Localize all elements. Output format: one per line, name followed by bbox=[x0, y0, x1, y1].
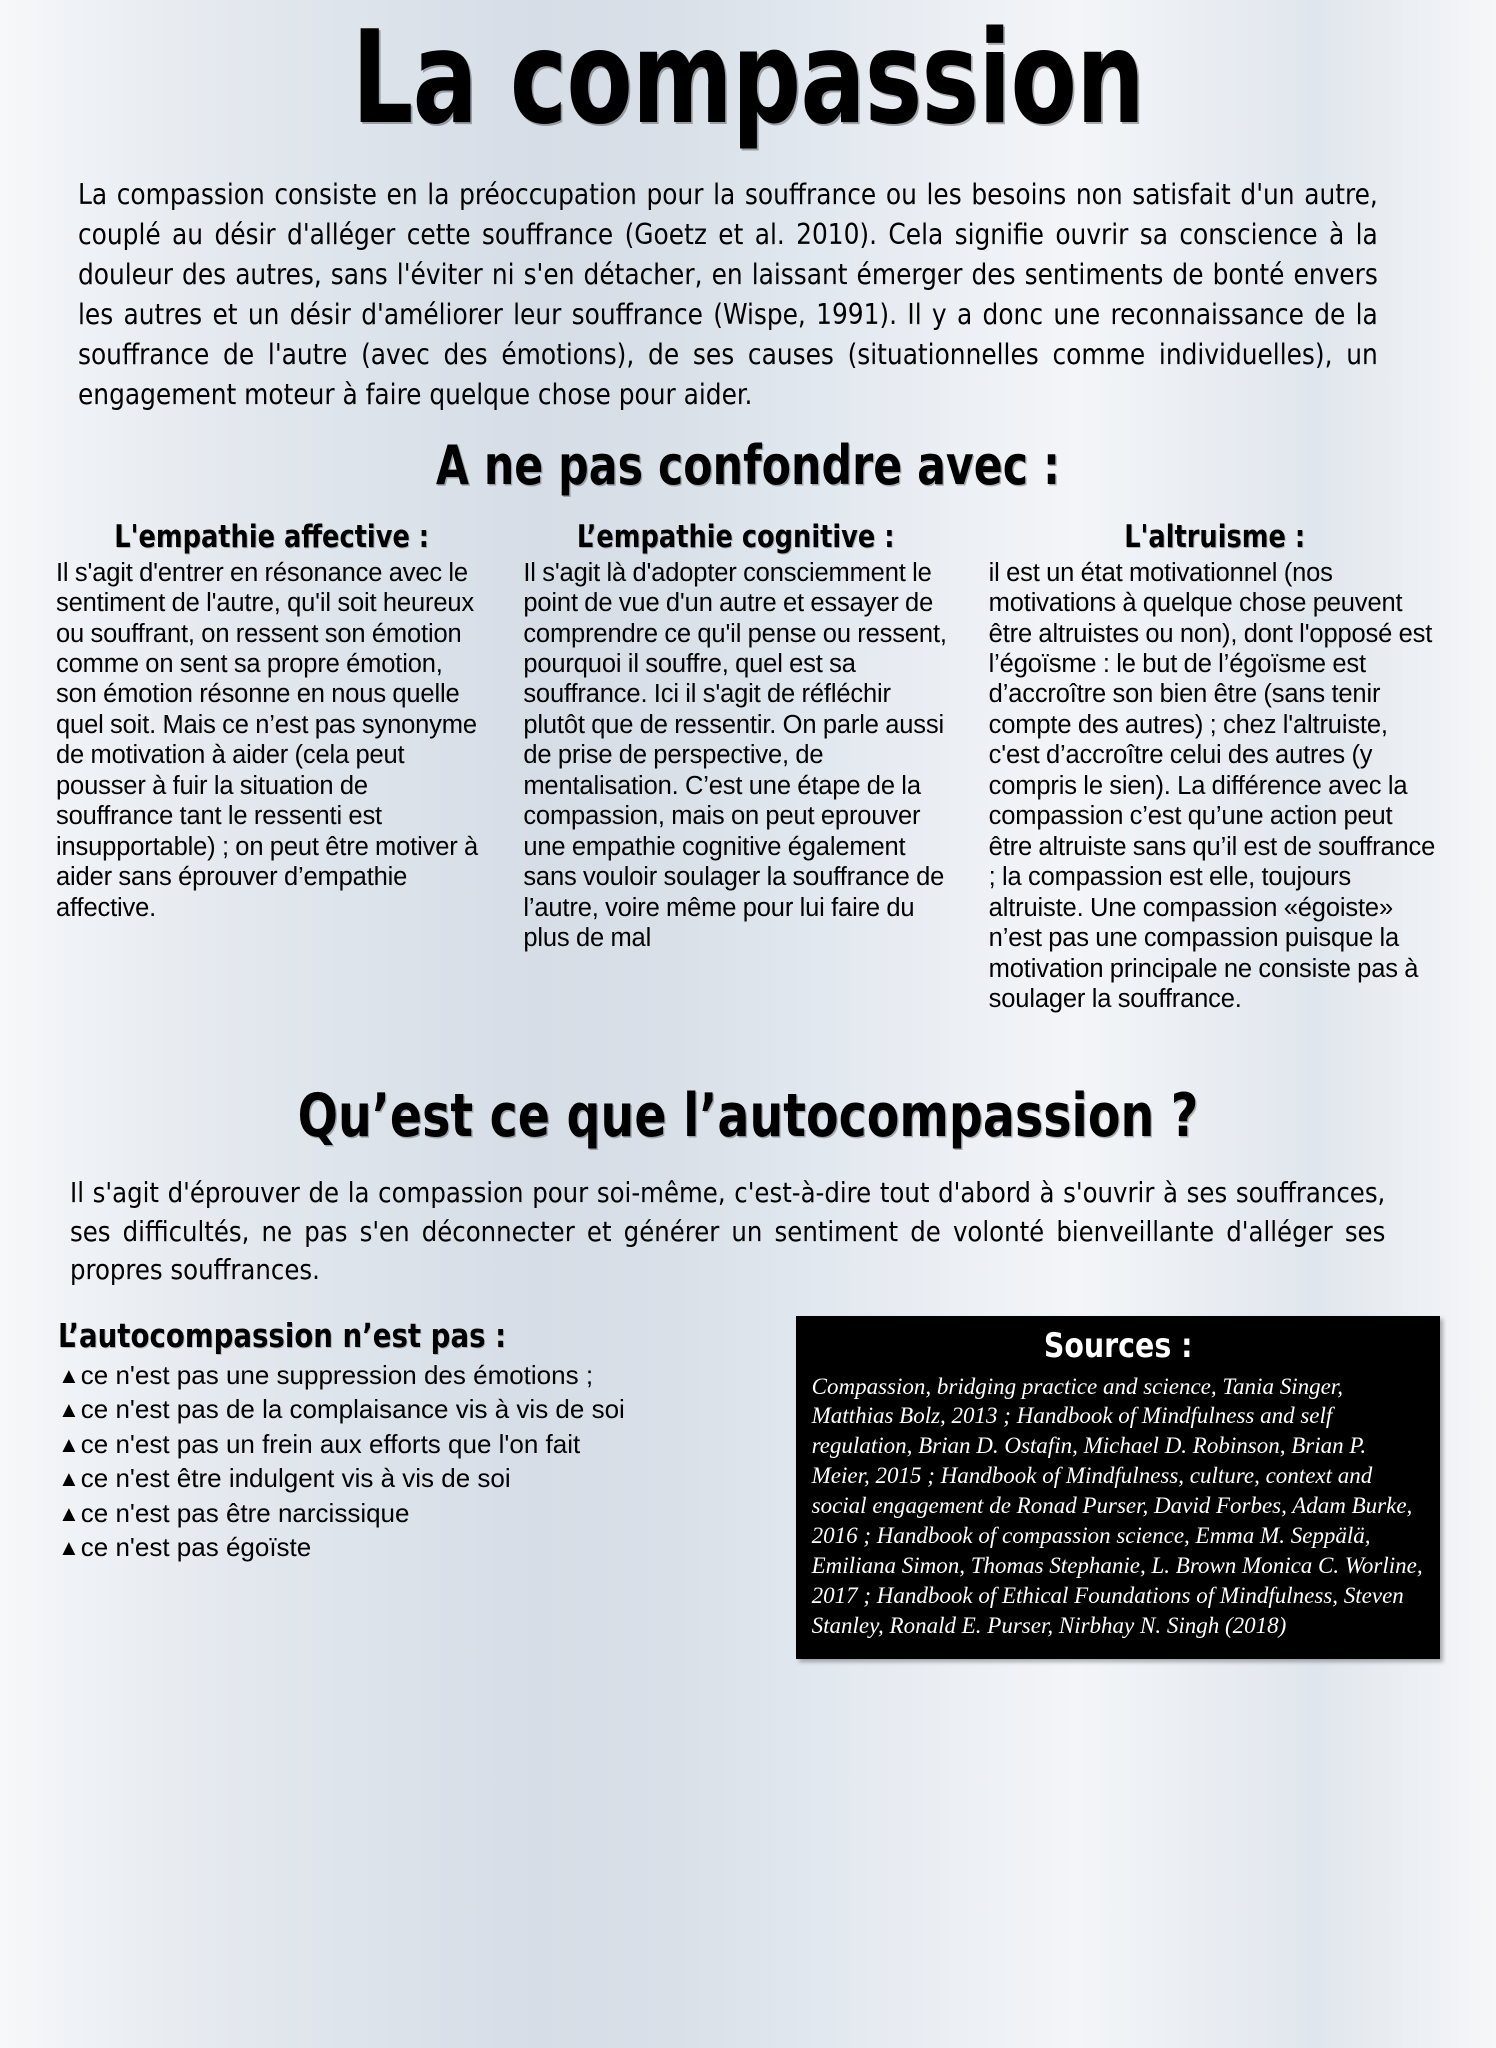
triangle-bullet-icon: ▲ bbox=[58, 1362, 80, 1388]
bullet-list bbox=[58, 1360, 778, 1564]
page-title: La compassion bbox=[351, 4, 1145, 153]
column-altruisme bbox=[979, 520, 1440, 1015]
comparison-columns bbox=[56, 520, 1440, 1015]
list-item bbox=[58, 1463, 698, 1494]
list-item bbox=[58, 1394, 698, 1425]
column-title-empathie-affective: L'empathie affective : bbox=[114, 518, 430, 555]
triangle-bullet-icon: ▲ bbox=[58, 1466, 80, 1492]
triangle-bullet-icon: ▲ bbox=[58, 1500, 80, 1526]
column-empathie-affective bbox=[56, 520, 517, 1015]
column-title-altruisme: L'altruisme : bbox=[1123, 518, 1305, 555]
list-item bbox=[58, 1532, 698, 1563]
sources-text: Compassion, bridging practice and science, Tania Singer, Matthias Bolz, 2013 ; Handbook of Mindfulness and self regulation, Brian D. Ostafin, Michael D. Robinson, Brian P. Meier, 2015 ; Handbook of Mindfulness, culture, context and social engagement de Ronad Purser, David Forbes, Adam Burke, 2016 ; Handbook of compassion science, Emma M. Seppälä, Emiliana Simon, Thomas Stephanie, L. Brown Monica C. Worline, 2017 ; Handbook of Ethical Foundations of Mindfulness, Steven Stanley, Ronald E. Purser, Nirbhay N. Singh (2018) bbox=[811, 1373, 1423, 1638]
column-body-empathie-affective: Il s'agit d'entrer en résonance avec le sentiment de l'autre, qu'il soit heureux ou souffrant, on ressent son émotion comme on sent sa propre émotion, son émotion résonne en nous quelle quel soit. Mais ce n’est pas synonyme de motivation à aider (cela peut pousser à fuir la situation de souffrance tant le ressenti est insupportable) ; on peut être motiver à aider sans éprouver d’empathie affective. bbox=[56, 558, 479, 922]
list-item-label: ce n'est pas de la complaisance vis à vis de soi bbox=[80, 1394, 625, 1425]
column-title-empathie-cognitive: L’empathie cognitive : bbox=[577, 518, 895, 555]
triangle-bullet-icon: ▲ bbox=[58, 1534, 80, 1560]
list-item bbox=[58, 1429, 698, 1460]
section-heading-autocompassion: Qu’est ce que l’autocompassion ? bbox=[297, 1080, 1199, 1151]
autocompassion-paragraph: Il s'agit d'éprouver de la compassion pour soi-même, c'est-à-dire tout d'abord à s'ouvrir à ses souffrances, ses difficultés, ne pas s'en déconnecter et générer un sentiment de volonté bienveillante d'alléger ses propres souffrances. bbox=[70, 1176, 1386, 1287]
bottom-row bbox=[56, 1316, 1440, 1658]
column-empathie-cognitive bbox=[517, 520, 978, 1015]
list-item-label: ce n'est pas être narcissique bbox=[80, 1497, 410, 1528]
column-body-altruisme: il est un état motivationnel (nos motivations à quelque chose peuvent être altruistes ou non), dont l'opposé est l’égoïsme : le but de l’égoïsme est d’accroître son bien être (sans tenir compte des autres) ; chez l'altruiste, c'est d’accroître celui des autres (y compris le sien). La différence avec la compassion c’est qu’une action peut être altruiste sans qu’il est de souffrance ; la compassion est elle, toujours altruiste. Une compassion «égoiste» n’est pas une compassion puisque la motivation principale ne consiste pas à soulager la souffrance. bbox=[988, 558, 1436, 1014]
list-title: L’autocompassion n’est pas : bbox=[58, 1316, 507, 1356]
list-item bbox=[58, 1360, 698, 1391]
triangle-bullet-icon: ▲ bbox=[58, 1397, 80, 1423]
section-heading-confondre: A ne pas confondre avec : bbox=[435, 433, 1061, 497]
list-item bbox=[58, 1498, 698, 1529]
column-body-empathie-cognitive: Il s'agit là d'adopter consciemment le point de vue d'un autre et essayer de comprendre ce qu'il pense ou ressent, pourquoi il souffre, quel est sa souffrance. Ici il s'agit de réfléchir plutôt que de ressentir. On parle aussi de prise de perspective, de mentalisation. C’est une étape de la compassion, mais on peut eprouver une empathie cognitive également sans vouloir soulager la souffrance de l’autre, voire même pour lui faire du plus de mal bbox=[523, 558, 947, 953]
list-item-label: ce n'est pas une suppression des émotions ; bbox=[80, 1359, 594, 1390]
sources-box bbox=[796, 1316, 1440, 1658]
list-item-label: ce n'est être indulgent vis à vis de soi bbox=[80, 1463, 511, 1494]
triangle-bullet-icon: ▲ bbox=[58, 1431, 80, 1457]
list-item-label: ce n'est pas un frein aux efforts que l'on fait bbox=[80, 1428, 581, 1459]
list-item-label: ce n'est pas égoïste bbox=[80, 1531, 312, 1562]
autocompassion-negative-list bbox=[56, 1316, 778, 1566]
intro-paragraph: La compassion consiste en la préoccupation pour la souffrance ou les besoins non satisfait d'un autre, couplé au désir d'alléger cette souffrance (Goetz et al. 2010). Cela signifie ouvrir sa conscience à la douleur des autres, sans l'éviter ni s'en détacher, en laissant émerger des sentiments de bonté envers les autres et un désir d'améliorer leur souffrance (Wispe, 1991). Il y a donc une reconnaissance de la souffrance de l'autre (avec des émotions), de ses causes (situationnelles comme individuelles), un engagement moteur à faire quelque chose pour aider. bbox=[78, 177, 1378, 411]
sources-title: Sources : bbox=[1043, 1326, 1193, 1367]
